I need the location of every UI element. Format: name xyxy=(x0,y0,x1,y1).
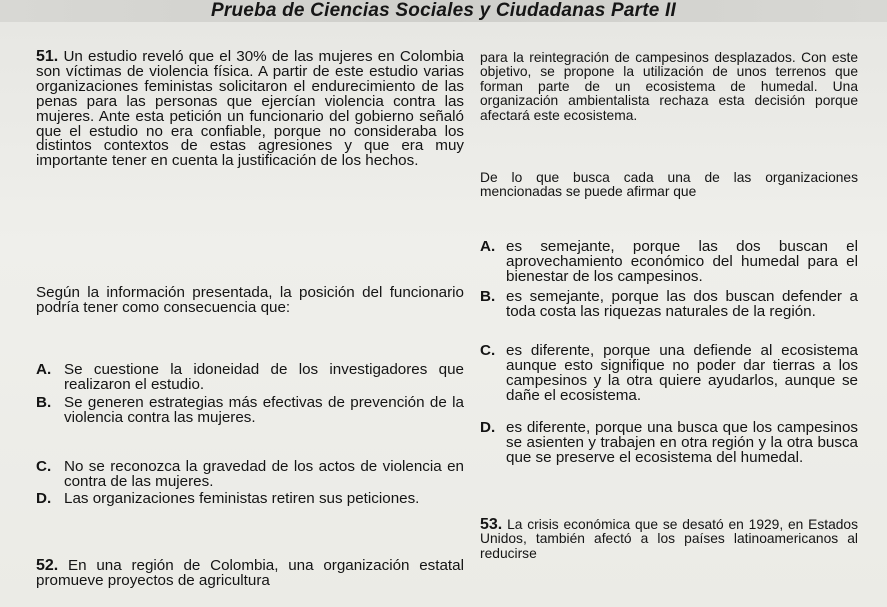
option-letter: C. xyxy=(480,342,496,359)
question-52-option-a[interactable] xyxy=(480,240,858,285)
question-52-number: 52. xyxy=(36,557,59,574)
option-letter: A. xyxy=(36,361,52,378)
option-text: es diferente, porque una defiende al ecosistema aunque esto signifique no poder dar tierras a los campesinos y la otra quiere ayudarlos, aunque se dañe el ecosistema. xyxy=(506,342,858,404)
option-letter: B. xyxy=(480,288,496,305)
question-53-text: La crisis económica que se desató en 1929, en Estados Unidos, también afectó a los países latinoamericanos al reducirse xyxy=(480,517,858,561)
question-51-number: 51. xyxy=(36,48,59,65)
question-52-option-c[interactable] xyxy=(480,344,858,404)
page-header xyxy=(0,0,887,22)
question-51-option-d[interactable] xyxy=(36,492,464,507)
question-52-option-d[interactable] xyxy=(480,421,858,466)
option-letter: A. xyxy=(480,238,496,255)
question-52-stem-start xyxy=(36,559,464,589)
question-51-option-a[interactable] xyxy=(36,363,464,393)
question-52-stem-continued: para la reintegración de campesinos desplazados. Con este objetivo, se propone la utilización de unos terrenos que forman parte de un ecosistema de humedal. Una organización ambientalista rechaza esta decisión porque afectará este ecosistema. xyxy=(480,50,858,123)
option-letter: C. xyxy=(36,458,52,475)
page-title: Prueba de Ciencias Sociales y Ciudadanas Parte II xyxy=(211,0,676,21)
option-text: es diferente, porque una busca que los campesinos se asienten y trabajen en otra región y la otra busca que se preserve el ecosistema del humedal. xyxy=(506,419,858,466)
option-text: No se reconozca la gravedad de los actos de violencia en contra de las mujeres. xyxy=(64,458,464,490)
question-52-option-b[interactable] xyxy=(480,290,858,320)
option-text: Se generen estrategias más efectivas de prevención de la violencia contra las mujeres. xyxy=(64,394,464,426)
option-text: es semejante, porque las dos buscan defender a toda costa las riquezas naturales de la región. xyxy=(506,288,858,320)
question-51-text: Un estudio reveló que el 30% de las mujeres en Colombia son víctimas de violencia física. A partir de este estudio varias organizaciones feministas solicitaron el endurecimiento de las penas para las personas que ejercían violencia contra las mujeres. Ante esta petición un funcionario del gobierno señaló que el estudio no era confiable, porque no consideraba los distintos contextos de estas agresiones y que era muy importante tener en cuenta la justificación de los hechos. xyxy=(36,48,464,170)
option-letter: D. xyxy=(36,490,52,507)
question-53-number: 53. xyxy=(480,516,503,533)
option-text: Se cuestione la idoneidad de los investigadores que realizaron el estudio. xyxy=(64,361,464,393)
option-letter: D. xyxy=(480,419,496,436)
question-52-text: En una región de Colombia, una organización estatal promueve proyectos de agricultura xyxy=(36,557,464,589)
question-51-stem xyxy=(36,50,464,169)
option-text: Las organizaciones feministas retiren sus peticiones. xyxy=(64,490,420,507)
question-53-stem xyxy=(480,518,858,561)
question-51-prompt: Según la información presentada, la posición del funcionario podría tener como consecuencia que: xyxy=(36,284,464,316)
option-letter: B. xyxy=(36,394,52,411)
question-52-prompt: De lo que busca cada una de las organizaciones mencionadas se puede afirmar que xyxy=(480,170,858,200)
question-51-option-b[interactable] xyxy=(36,396,464,426)
option-text: es semejante, porque las dos buscan el aprovechamiento económico del humedal para el bienestar de los campesinos. xyxy=(506,238,858,285)
question-51-option-c[interactable] xyxy=(36,460,464,490)
